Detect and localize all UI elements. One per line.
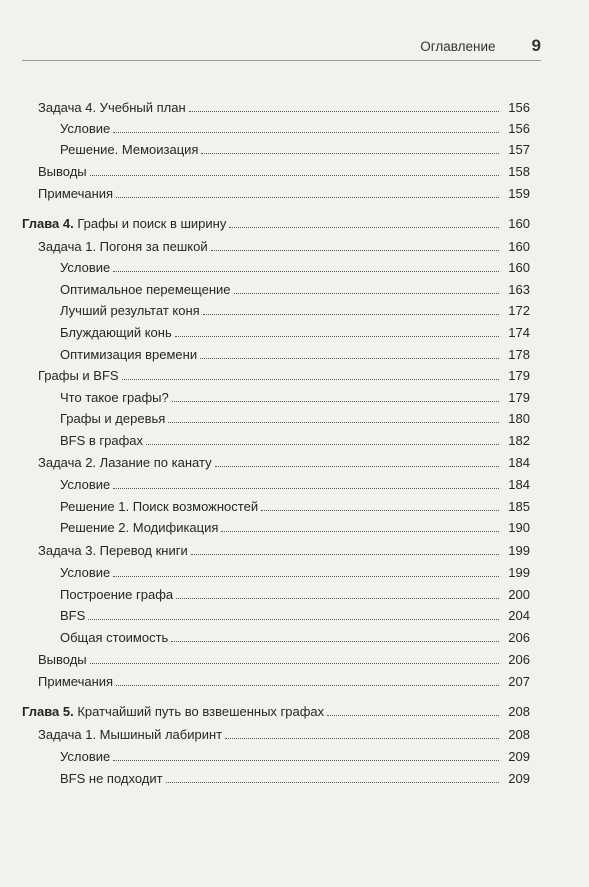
toc-page-number: 199 (508, 564, 530, 580)
toc-entry-text: Условие (60, 476, 111, 492)
dot-leader (168, 422, 499, 423)
toc-entry-text: Задача 1. Погоня за пешкой (38, 238, 208, 254)
toc-entry (38, 723, 530, 745)
dot-leader (88, 619, 499, 620)
dot-leader (225, 738, 499, 739)
toc-entry-title (60, 587, 173, 602)
dot-leader (113, 488, 499, 489)
toc-page-number: 206 (508, 629, 530, 645)
toc-page-number: 178 (508, 346, 530, 362)
toc-page-number: 208 (508, 726, 530, 742)
dot-leader (113, 576, 499, 577)
toc-page-number: 160 (508, 238, 530, 254)
running-head (22, 36, 541, 56)
toc-entry-title (60, 499, 258, 514)
toc-entry-title (60, 121, 110, 136)
toc-entry-text: Графы и деревья (60, 410, 166, 426)
dot-leader (201, 153, 499, 154)
toc-page-number: 208 (508, 703, 530, 719)
toc-page-number: 190 (508, 519, 530, 535)
toc-entry-title (60, 771, 163, 786)
toc-entry-text: BFS не подходит (60, 770, 163, 786)
toc-entry (38, 235, 530, 257)
toc-entry (60, 386, 530, 408)
dot-leader (203, 314, 499, 315)
dot-leader (90, 663, 499, 664)
toc-entry (60, 429, 530, 451)
toc-entry (38, 451, 530, 473)
toc-entry-text: Примечания (38, 673, 114, 689)
toc-entry-text: Оптимальное перемещение (60, 281, 231, 297)
toc-page-number: 200 (508, 586, 530, 602)
toc-entry-title (38, 368, 119, 383)
toc-page-number: 156 (508, 99, 530, 115)
toc-entry-title (60, 325, 172, 340)
toc-page-number: 180 (508, 410, 530, 426)
toc-entry-text: Условие (60, 748, 111, 764)
toc-page-number: 179 (508, 389, 530, 405)
toc-entry-text: Задача 4. Учебный план (38, 99, 186, 115)
dot-leader (90, 175, 499, 176)
toc-entry-text: Решение 1. Поиск возможностей (60, 498, 259, 514)
dot-leader (234, 293, 500, 294)
toc-page-number: 182 (508, 432, 530, 448)
toc-entry-title (38, 239, 208, 254)
toc-entry (60, 767, 530, 789)
toc-entry (60, 299, 530, 321)
toc-entry (60, 138, 530, 160)
toc-entry-text: Графы и BFS (38, 367, 119, 383)
toc-entry-title (60, 142, 198, 157)
toc-page-number: 172 (508, 302, 530, 318)
toc-entry-text: Примечания (38, 185, 114, 201)
toc-entry-title (60, 433, 143, 448)
toc-page-number: 156 (508, 120, 530, 136)
dot-leader (146, 444, 499, 445)
dot-leader (116, 685, 499, 686)
toc-entry (60, 561, 530, 583)
toc-entry-title (60, 390, 169, 405)
toc-chapter-entry (22, 212, 530, 234)
toc-entry-text: Общая стоимость (60, 629, 169, 645)
dot-leader (116, 197, 499, 198)
toc-entry (38, 648, 530, 670)
dot-leader (113, 760, 499, 761)
toc-entry-text: Блуждающий конь (60, 324, 172, 340)
page-number: 9 (531, 36, 541, 55)
toc-entry-title (60, 520, 218, 535)
toc-page-number: 174 (508, 324, 530, 340)
toc-entry-text: Построение графа (60, 586, 174, 602)
toc-entry (60, 626, 530, 648)
toc-entry (38, 364, 530, 386)
chapter-label: Глава 4. (22, 215, 74, 231)
toc-page-number: 199 (508, 542, 530, 558)
toc-entry-text: Решение 2. Модификация (60, 519, 219, 535)
toc-entry (38, 182, 530, 204)
toc-entry-text: Что такое графы? (60, 389, 169, 405)
toc-entry-text: Решение. Мемоизация (60, 141, 199, 157)
toc-entry (38, 96, 530, 118)
toc-entry-text: Условие (60, 259, 111, 275)
toc-entry-title (38, 727, 222, 742)
toc-entry-text: Выводы (38, 651, 87, 667)
toc-entry-title (38, 100, 186, 115)
toc-entry (60, 473, 530, 495)
toc-entry-title (60, 565, 110, 580)
dot-leader (215, 466, 499, 467)
dot-leader (113, 271, 499, 272)
dot-leader (122, 379, 499, 380)
dot-leader (327, 715, 499, 716)
dot-leader (221, 531, 499, 532)
dot-leader (166, 782, 499, 783)
toc-entry-title (22, 216, 226, 231)
toc-entry (60, 256, 530, 278)
toc-entry-title (38, 455, 212, 470)
dot-leader (172, 401, 499, 402)
toc-entry-text: Условие (60, 120, 111, 136)
toc-entry-text: BFS (60, 607, 86, 623)
toc-entry (60, 407, 530, 429)
toc-entry-title (60, 630, 168, 645)
toc-entry-title (38, 164, 87, 179)
toc-entry-title (60, 282, 231, 297)
toc-entry-title (38, 674, 113, 689)
toc-chapter-entry (22, 700, 530, 722)
dot-leader (229, 227, 499, 228)
toc-entry-text: Задача 3. Перевод книги (38, 542, 188, 558)
toc-entry (38, 160, 530, 182)
toc-page-number: 159 (508, 185, 530, 201)
header-rule (22, 60, 541, 61)
toc-entry-text: Лучший результат коня (60, 302, 200, 318)
toc-entry-text: Задача 2. Лазание по канату (38, 454, 212, 470)
dot-leader (261, 510, 499, 511)
toc-page-number: 204 (508, 607, 530, 623)
toc-entry (60, 583, 530, 605)
toc-page-number: 206 (508, 651, 530, 667)
toc-page-number: 185 (508, 498, 530, 514)
toc-entry (60, 321, 530, 343)
toc-entry-title (38, 186, 113, 201)
toc-page-number: 163 (508, 281, 530, 297)
toc-entry-title (60, 608, 85, 623)
dot-leader (171, 641, 499, 642)
toc-entry-title (38, 652, 87, 667)
chapter-label: Глава 5. (22, 703, 74, 719)
toc-entry-title (60, 303, 200, 318)
toc-entry-title (60, 749, 110, 764)
toc-entry-text: Выводы (38, 163, 87, 179)
toc-entry (60, 495, 530, 517)
toc-entry-text: Условие (60, 564, 111, 580)
dot-leader (176, 598, 499, 599)
toc-page-number: 160 (508, 259, 530, 275)
toc-entry (60, 745, 530, 767)
dot-leader (189, 111, 499, 112)
toc-page-number: 160 (508, 215, 530, 231)
toc-page-number: 179 (508, 367, 530, 383)
dot-leader (211, 250, 499, 251)
section-title: Оглавление (420, 39, 496, 54)
toc-page-number: 184 (508, 476, 530, 492)
toc-entry-text: Оптимизация времени (60, 346, 198, 362)
toc-page-number: 184 (508, 454, 530, 470)
dot-leader (175, 336, 499, 337)
dot-leader (191, 554, 499, 555)
dot-leader (113, 132, 499, 133)
toc-entry (60, 343, 530, 365)
toc-entry-text: Задача 1. Мышиный лабиринт (38, 726, 223, 742)
toc-page-number: 207 (508, 673, 530, 689)
toc-entry (60, 516, 530, 538)
toc-entry (60, 278, 530, 300)
toc-entry-title (60, 411, 165, 426)
toc-entry-title (60, 347, 197, 362)
toc-entry (38, 670, 530, 692)
toc-entry (60, 604, 530, 626)
toc-entry (60, 117, 530, 139)
toc-page-number: 209 (508, 748, 530, 764)
toc-entry (38, 539, 530, 561)
toc-entry-title (38, 543, 188, 558)
toc-page-number: 157 (508, 141, 530, 157)
dot-leader (200, 358, 499, 359)
toc-entry-text: BFS в графах (60, 432, 144, 448)
toc-page-number: 209 (508, 770, 530, 786)
toc-entry-title (60, 260, 110, 275)
toc-entry-text: Графы и поиск в ширину (77, 215, 227, 231)
toc-entry-title (22, 704, 324, 719)
toc-page-number: 158 (508, 163, 530, 179)
toc-entry-title (60, 477, 110, 492)
toc-entry-text: Кратчайший путь во взвешенных графах (77, 703, 325, 719)
